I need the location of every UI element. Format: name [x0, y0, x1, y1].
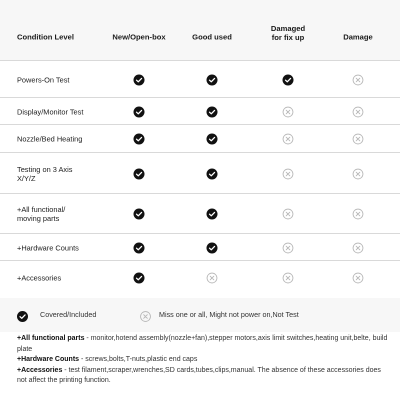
- x-circle-icon: [353, 74, 364, 85]
- x-circle-icon: [283, 209, 294, 220]
- table-row: [0, 97, 400, 125]
- check-circle-icon: [134, 272, 145, 283]
- x-circle-icon: [283, 242, 294, 253]
- row-label: Nozzle/Bed Heating: [17, 134, 83, 144]
- x-circle-icon: [283, 106, 294, 117]
- x-circle-icon: [207, 272, 218, 283]
- note-accessories: +Accessories - test filament,scraper,wrenches,SD cards,tubes,clips,manual. The absence of these accessories does not affect the printing function.: [17, 366, 381, 385]
- check-circle-icon: [134, 168, 145, 179]
- note-functional-parts: +All functional parts - monitor,hotend assembly(nozzle+fan),stepper motors,axis limit switches,heating unit,belte, build plate: [17, 335, 388, 353]
- check-circle-icon: [207, 134, 218, 145]
- col-header-good-used: Good used: [192, 32, 232, 42]
- col-header-condition: Condition Level: [17, 32, 74, 42]
- x-circle-icon: [283, 134, 294, 145]
- col-header-damaged-fix: Damaged for fix up: [270, 24, 306, 42]
- row-label: +All functional/ moving parts: [17, 205, 66, 223]
- legend-check-label: Covered/Included: [40, 310, 97, 319]
- table-row: [0, 233, 400, 261]
- x-circle-icon: [283, 168, 294, 179]
- row-label: Display/Monitor Test: [17, 107, 84, 116]
- check-circle-icon: [134, 74, 145, 85]
- table-row: [0, 124, 400, 153]
- x-circle-icon: [140, 309, 151, 320]
- table-row: [0, 260, 400, 294]
- check-circle-icon: [134, 209, 145, 220]
- check-circle-icon: [207, 242, 218, 253]
- check-circle-icon: [134, 134, 145, 145]
- table-header: [0, 0, 400, 60]
- check-circle-icon: [207, 74, 218, 85]
- table-row: [0, 60, 400, 98]
- table-row: [0, 152, 400, 194]
- check-circle-icon: [17, 309, 28, 320]
- x-circle-icon: [283, 272, 294, 283]
- x-circle-icon: [353, 209, 364, 220]
- col-header-damage: Damage: [343, 32, 373, 42]
- row-label: Testing on 3 Axis X/Y/Z: [17, 164, 73, 183]
- x-circle-icon: [353, 106, 364, 117]
- x-circle-icon: [353, 168, 364, 179]
- note-hardware-counts: +Hardware Counts - screws,bolts,T-nuts,plastic end caps: [17, 356, 198, 364]
- table-row: [0, 193, 400, 234]
- row-label: Powers-On Test: [17, 75, 70, 84]
- check-circle-icon: [283, 74, 294, 85]
- x-circle-icon: [353, 134, 364, 145]
- x-circle-icon: [353, 242, 364, 253]
- x-circle-icon: [353, 272, 364, 283]
- col-header-new: New/Open-box: [112, 32, 166, 42]
- footnotes: [17, 334, 389, 387]
- legend-cross-label: Miss one or all, Might not power on,Not Test: [159, 310, 299, 319]
- row-label: +Hardware Counts: [17, 243, 79, 252]
- check-circle-icon: [207, 209, 218, 220]
- check-circle-icon: [207, 168, 218, 179]
- check-circle-icon: [207, 106, 218, 117]
- legend: [0, 298, 400, 332]
- row-label: +Accessories: [17, 273, 62, 282]
- check-circle-icon: [134, 242, 145, 253]
- check-circle-icon: [134, 106, 145, 117]
